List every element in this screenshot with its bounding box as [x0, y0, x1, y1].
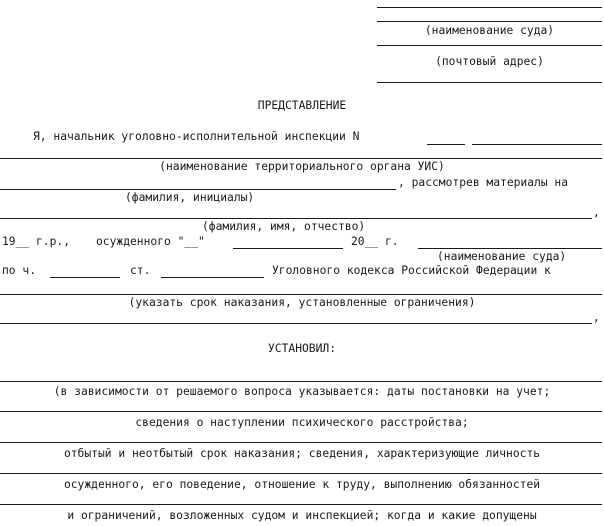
comma-2: , — [593, 311, 600, 324]
sentence-line-2 — [0, 323, 592, 324]
comma-1: , — [593, 206, 600, 219]
body-line-3 — [0, 442, 602, 443]
convicted-text: осужденного "__" — [96, 235, 205, 248]
conviction-month-line — [233, 248, 343, 249]
sentence-line — [0, 294, 602, 295]
birth-year-text: 19__ г.р., — [2, 235, 71, 248]
territorial-body-caption: (наименование территориального органа УИС) — [159, 160, 445, 173]
body-text-2: сведения о наступлении психического расстройства; — [135, 416, 469, 429]
established-title: УСТАНОВИЛ: — [267, 342, 336, 355]
criminal-code-text: Уголовного кодекса Российской Федерации к — [272, 264, 551, 277]
territorial-body-line — [0, 158, 602, 159]
court-name-line — [377, 7, 602, 8]
reviewed-text: , рассмотрев материалы на — [398, 176, 569, 189]
intro-text: Я, начальник уголовно-исполнительной инспекции N — [33, 130, 360, 143]
body-text-5: и ограничений, возложенных судом и инспекцией; когда и какие допущены — [67, 509, 537, 522]
court-name-caption: (наименование суда) — [424, 24, 555, 37]
court-name-line-2 — [377, 21, 602, 22]
body-line-1 — [0, 381, 602, 382]
inspection-name-line — [472, 144, 602, 145]
initials-caption: (фамилия, инициалы) — [125, 191, 255, 204]
postal-address-line — [377, 45, 602, 46]
court-name-line-3 — [418, 248, 602, 249]
body-line-5 — [0, 504, 602, 505]
year-20-text: 20__ г. — [351, 235, 399, 248]
part-text: по ч. — [2, 264, 37, 277]
body-text-4: осужденного, его поведение, отношение к труду, выполнению обязанностей — [63, 478, 541, 491]
body-text-3: отбытый и неотбытый срок наказания; сведения, характеризующие личность — [63, 447, 541, 460]
part-number-line — [50, 277, 120, 278]
body-line-4 — [0, 473, 602, 474]
article-number-line — [161, 277, 264, 278]
body-text-1: (в зависимости от решаемого вопроса указывается: даты постановки на учет; — [53, 385, 551, 398]
document-title: ПРЕДСТАВЛЕНИЕ — [257, 99, 347, 112]
body-line-2 — [0, 411, 602, 412]
inspection-number-line — [427, 144, 465, 145]
article-text: ст. — [130, 264, 151, 277]
postal-address-line-2 — [377, 82, 602, 83]
postal-address-caption: (почтовый адрес) — [435, 55, 544, 68]
sentence-caption: (указать срок наказания, установленные ограничения) — [128, 296, 476, 309]
inspector-name-line — [0, 189, 396, 190]
full-name-line — [0, 218, 592, 219]
full-name-caption: (фамилия, имя, отчество) — [202, 220, 366, 233]
court-name-caption-2: (наименование суда) — [437, 250, 567, 263]
